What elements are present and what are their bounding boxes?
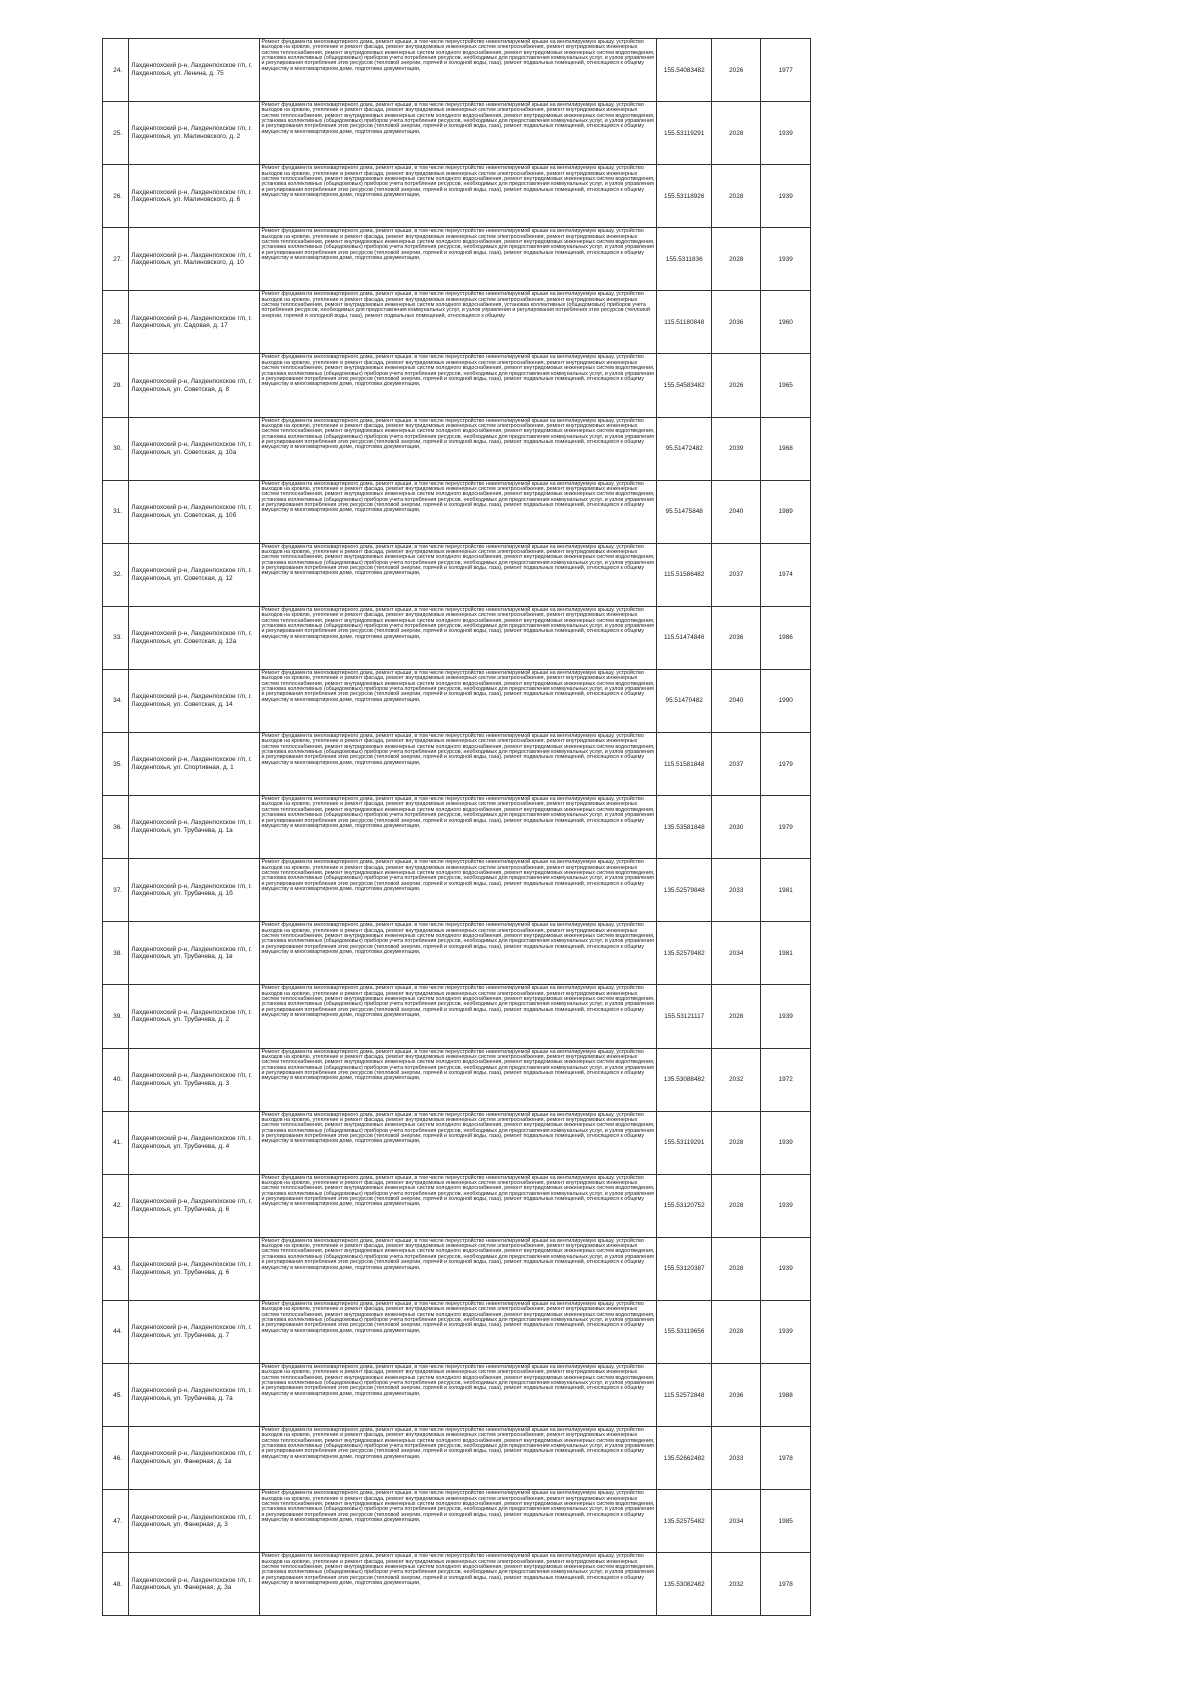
planned-year: 2026 <box>711 354 760 417</box>
repair-cost: 115.51586482 <box>657 543 712 606</box>
planned-year: 2030 <box>711 796 760 859</box>
row-number: 39. <box>103 985 129 1048</box>
house-address: Лахденпохский р-н, Лахденпохское г/п, г. Лахденпохья, ул. Малиновского, д. 2 <box>129 102 259 165</box>
planned-year: 2039 <box>711 417 760 480</box>
built-year: 1960 <box>761 291 811 354</box>
table-row <box>103 922 811 985</box>
row-number: 48. <box>103 1553 129 1616</box>
work-description: Ремонт фундамента многоквартирного дома, ремонт крыши, в том числе переустройство невентилируемой крыши на вентилируемую крышу, устройство выходов на кровлю, утепление и ремонт фасада, ремонт внутридомовых инженерных систем электроснабжения, ремонт внутридомовых инженерных систем теплоснабжения, ремонт внутридомовых инженерных систем холодного водоснабжения, ремонт внутридомовых инженерных систем водоотведения, установка коллективных (общедомовых) приборов учета потребления ресурсов, необходимых для предоставления коммунальных услуг, и узлов управления и регулирования потребления этих ресурсов (тепловой энергии, горячей и холодной воды, газа), ремонт подвальных помещений, относящихся к общему имуществу в многоквартирном доме, подготовка документации, <box>259 985 657 1048</box>
repair-cost: 155.53118926 <box>657 165 712 228</box>
built-year: 1939 <box>761 228 811 291</box>
row-number: 32. <box>103 543 129 606</box>
house-address: Лахденпохский р-н, Лахденпохское г/п, г. Лахденпохья, ул. Трубачева, д. 1а <box>129 796 259 859</box>
planned-year: 2026 <box>711 39 760 102</box>
row-number: 31. <box>103 480 129 543</box>
table-row <box>103 733 811 796</box>
work-description: Ремонт фундамента многоквартирного дома, ремонт крыши, в том числе переустройство невентилируемой крыши на вентилируемую крышу, устройство выходов на кровлю, утепление и ремонт фасада, ремонт внутридомовых инженерных систем электроснабжения, ремонт внутридомовых инженерных систем теплоснабжения, ремонт внутридомовых инженерных систем холодного водоснабжения, ремонт внутридомовых инженерных систем водоотведения, установка коллективных (общедомовых) приборов учета потребления ресурсов, необходимых для предоставления коммунальных услуг, и узлов управления и регулирования потребления этих ресурсов (тепловой энергии, горячей и холодной воды, газа), ремонт подвальных помещений, относящихся к общему имуществу в многоквартирном доме, подготовка документации, <box>259 480 657 543</box>
house-address: Лахденпохский р-н, Лахденпохское г/п, г. Лахденпохья, ул. Фанерная, д. 3а <box>129 1553 259 1616</box>
row-number: 44. <box>103 1300 129 1363</box>
house-address: Лахденпохский р-н, Лахденпохское г/п, г. Лахденпохья, ул. Советская, д. 10б <box>129 480 259 543</box>
repair-cost: 155.54583482 <box>657 354 712 417</box>
repair-cost: 135.53088482 <box>657 1048 712 1111</box>
row-number: 45. <box>103 1363 129 1426</box>
row-number: 33. <box>103 606 129 669</box>
work-description: Ремонт фундамента многоквартирного дома, ремонт крыши, в том числе переустройство невентилируемой крыши на вентилируемую крышу, устройство выходов на кровлю, утепление и ремонт фасада, ремонт внутридомовых инженерных систем электроснабжения, ремонт внутридомовых инженерных систем теплоснабжения, ремонт внутридомовых инженерных систем холодного водоснабжения, ремонт внутридомовых инженерных систем водоотведения, установка коллективных (общедомовых) приборов учета потребления ресурсов, необходимых для предоставления коммунальных услуг, и узлов управления и регулирования потребления этих ресурсов (тепловой энергии, горячей и холодной воды, газа), ремонт подвальных помещений, относящихся к общему имуществу в многоквартирном доме, подготовка документации, <box>259 228 657 291</box>
built-year: 1939 <box>761 165 811 228</box>
work-description: Ремонт фундамента многоквартирного дома, ремонт крыши, в том числе переустройство невентилируемой крыши на вентилируемую крышу, устройство выходов на кровлю, утепление и ремонт фасада, ремонт внутридомовых инженерных систем электроснабжения, ремонт внутридомовых инженерных систем теплоснабжения, ремонт внутридомовых инженерных систем холодного водоснабжения, ремонт внутридомовых инженерных систем водоотведения, установка коллективных (общедомовых) приборов учета потребления ресурсов, необходимых для предоставления коммунальных услуг, и узлов управления и регулирования потребления этих ресурсов (тепловой энергии, горячей и холодной воды, газа), ремонт подвальных помещений, относящихся к общему имуществу в многоквартирном доме, подготовка документации, <box>259 1111 657 1174</box>
repair-cost: 115.51474846 <box>657 606 712 669</box>
built-year: 1978 <box>761 1427 811 1490</box>
built-year: 1972 <box>761 1048 811 1111</box>
work-description: Ремонт фундамента многоквартирного дома, ремонт крыши, в том числе переустройство невентилируемой крыши на вентилируемую крышу, устройство выходов на кровлю, утепление и ремонт фасада, ремонт внутридомовых инженерных систем электроснабжения, ремонт внутридомовых инженерных систем теплоснабжения, ремонт внутридомовых инженерных систем холодного водоснабжения, ремонт внутридомовых инженерных систем водоотведения, установка коллективных (общедомовых) приборов учета потребления ресурсов, необходимых для предоставления коммунальных услуг, и узлов управления и регулирования потребления этих ресурсов (тепловой энергии, горячей и холодной воды, газа), ремонт подвальных помещений, относящихся к общему имуществу в многоквартирном доме, подготовка документации, <box>259 669 657 732</box>
repair-cost: 155.53120752 <box>657 1174 712 1237</box>
built-year: 1968 <box>761 417 811 480</box>
work-description: Ремонт фундамента многоквартирного дома, ремонт крыши, в том числе переустройство невентилируемой крыши на вентилируемую крышу, устройство выходов на кровлю, утепление и ремонт фасада, ремонт внутридомовых инженерных систем электроснабжения, ремонт внутридомовых инженерных систем теплоснабжения, ремонт внутридомовых инженерных систем холодного водоснабжения, ремонт внутридомовых инженерных систем водоотведения, установка коллективных (общедомовых) приборов учета потребления ресурсов, необходимых для предоставления коммунальных услуг, и узлов управления и регулирования потребления этих ресурсов (тепловой энергии, горячей и холодной воды, газа), ремонт подвальных помещений, относящихся к общему имуществу в многоквартирном доме, подготовка документации, <box>259 1048 657 1111</box>
house-address: Лахденпохский р-н, Лахденпохское г/п, г. Лахденпохья, ул. Фанерная, д. 3 <box>129 1490 259 1553</box>
row-number: 30. <box>103 417 129 480</box>
repair-cost: 155.54083482 <box>657 39 712 102</box>
row-number: 28. <box>103 291 129 354</box>
table-row <box>103 1363 811 1426</box>
house-address: Лахденпохский р-н, Лахденпохское г/п, г. Лахденпохья, ул. Фанерная, д. 1а <box>129 1427 259 1490</box>
house-address: Лахденпохский р-н, Лахденпохское г/п, г. Лахденпохья, ул. Трубачева, д. 4 <box>129 1111 259 1174</box>
work-description: Ремонт фундамента многоквартирного дома, ремонт крыши, в том числе переустройство невентилируемой крыши на вентилируемую крышу, устройство выходов на кровлю, утепление и ремонт фасада, ремонт внутридомовых инженерных систем электроснабжения, ремонт внутридомовых инженерных систем теплоснабжения, ремонт внутридомовых инженерных систем холодного водоснабжения, ремонт внутридомовых инженерных систем водоотведения, установка коллективных (общедомовых) приборов учета потребления ресурсов, необходимых для предоставления коммунальных услуг, и узлов управления и регулирования потребления этих ресурсов (тепловой энергии, горячей и холодной воды, газа), ремонт подвальных помещений, относящихся к общему имуществу в многоквартирном доме, подготовка документации, <box>259 1427 657 1490</box>
house-address: Лахденпохский р-н, Лахденпохское г/п, г. Лахденпохья, ул. Советская, д. 14 <box>129 669 259 732</box>
row-number: 46. <box>103 1427 129 1490</box>
row-number: 42. <box>103 1174 129 1237</box>
repair-cost: 115.51180848 <box>657 291 712 354</box>
house-address: Лахденпохский р-н, Лахденпохское г/п, г. Лахденпохья, ул. Трубачева, д. 6 <box>129 1237 259 1300</box>
work-description: Ремонт фундамента многоквартирного дома, ремонт крыши, в том числе переустройство невентилируемой крыши на вентилируемую крышу, устройство выходов на кровлю, утепление и ремонт фасада, ремонт внутридомовых инженерных систем электроснабжения, ремонт внутридомовых инженерных систем теплоснабжения, ремонт внутридомовых инженерных систем холодного водоснабжения, ремонт внутридомовых инженерных систем водоотведения, установка коллективных (общедомовых) приборов учета потребления ресурсов, необходимых для предоставления коммунальных услуг, и узлов управления и регулирования потребления этих ресурсов (тепловой энергии, горячей и холодной воды, газа), ремонт подвальных помещений, относящихся к общему имуществу в многоквартирном доме, подготовка документации, <box>259 1237 657 1300</box>
repair-cost: 115.51581848 <box>657 733 712 796</box>
repair-cost: 135.52579482 <box>657 922 712 985</box>
work-description: Ремонт фундамента многоквартирного дома, ремонт крыши, в том числе переустройство невентилируемой крыши на вентилируемую крышу, устройство выходов на кровлю, утепление и ремонт фасада, ремонт внутридомовых инженерных систем электроснабжения, ремонт внутридомовых инженерных систем теплоснабжения, ремонт внутридомовых инженерных систем холодного водоснабжения, ремонт внутридомовых инженерных систем водоотведения, установка коллективных (общедомовых) приборов учета потребления ресурсов, необходимых для предоставления коммунальных услуг, и узлов управления и регулирования потребления этих ресурсов (тепловой энергии, горячей и холодной воды, газа), ремонт подвальных помещений, относящихся к общему имуществу в многоквартирном доме, подготовка документации, <box>259 543 657 606</box>
table-row <box>103 102 811 165</box>
table-row <box>103 669 811 732</box>
table-row <box>103 228 811 291</box>
planned-year: 2033 <box>711 859 760 922</box>
planned-year: 2028 <box>711 1300 760 1363</box>
house-address: Лахденпохский р-н, Лахденпохское г/п, г. Лахденпохья, ул. Малиновского, д. 10 <box>129 228 259 291</box>
planned-year: 2034 <box>711 922 760 985</box>
built-year: 1990 <box>761 669 811 732</box>
table-row <box>103 1237 811 1300</box>
repair-cost: 155.5311836 <box>657 228 712 291</box>
work-description: Ремонт фундамента многоквартирного дома, ремонт крыши, в том числе переустройство невентилируемой крыши на вентилируемую крышу, устройство выходов на кровлю, утепление и ремонт фасада, ремонт внутридомовых инженерных систем электроснабжения, ремонт внутридомовых инженерных систем теплоснабжения, ремонт внутридомовых инженерных систем холодного водоснабжения, ремонт внутридомовых инженерных систем водоотведения, установка коллективных (общедомовых) приборов учета потребления ресурсов, необходимых для предоставления коммунальных услуг, и узлов управления и регулирования потребления этих ресурсов (тепловой энергии, горячей и холодной воды, газа), ремонт подвальных помещений, относящихся к общему имуществу в многоквартирном доме, подготовка документации, <box>259 733 657 796</box>
repair-cost: 135.53082482 <box>657 1553 712 1616</box>
house-address: Лахденпохский р-н, Лахденпохское г/п, г. Лахденпохья, ул. Ленина, д. 75 <box>129 39 259 102</box>
planned-year: 2036 <box>711 1363 760 1426</box>
built-year: 1989 <box>761 480 811 543</box>
repair-cost: 155.53120387 <box>657 1237 712 1300</box>
row-number: 26. <box>103 165 129 228</box>
row-number: 29. <box>103 354 129 417</box>
repair-cost: 95.51470482 <box>657 669 712 732</box>
planned-year: 2028 <box>711 102 760 165</box>
capital-repair-table <box>102 38 811 1616</box>
work-description: Ремонт фундамента многоквартирного дома, ремонт крыши, в том числе переустройство невентилируемой крыши на вентилируемую крышу, устройство выходов на кровлю, утепление и ремонт фасада, ремонт внутридомовых инженерных систем электроснабжения, ремонт внутридомовых инженерных систем теплоснабжения, ремонт внутридомовых инженерных систем холодного водоснабжения, ремонт внутридомовых инженерных систем водоотведения, установка коллективных (общедомовых) приборов учета потребления ресурсов, необходимых для предоставления коммунальных услуг, и узлов управления и регулирования потребления этих ресурсов (тепловой энергии, горячей и холодной воды, газа), ремонт подвальных помещений, относящихся к общему имуществу в многоквартирном доме, подготовка документации, <box>259 922 657 985</box>
built-year: 1939 <box>761 102 811 165</box>
built-year: 1939 <box>761 985 811 1048</box>
work-description: Ремонт фундамента многоквартирного дома, ремонт крыши, в том числе переустройство невентилируемой крыши на вентилируемую крышу, устройство выходов на кровлю, утепление и ремонт фасада, ремонт внутридомовых инженерных систем электроснабжения, ремонт внутридомовых инженерных систем теплоснабжения, ремонт внутридомовых инженерных систем холодного водоснабжения, ремонт внутридомовых инженерных систем водоотведения, установка коллективных (общедомовых) приборов учета потребления ресурсов, необходимых для предоставления коммунальных услуг, и узлов управления и регулирования потребления этих ресурсов (тепловой энергии, горячей и холодной воды, газа), ремонт подвальных помещений, относящихся к общему имуществу в многоквартирном доме, подготовка документации, <box>259 1553 657 1616</box>
row-number: 41. <box>103 1111 129 1174</box>
planned-year: 2032 <box>711 1553 760 1616</box>
row-number: 47. <box>103 1490 129 1553</box>
table-row <box>103 1111 811 1174</box>
row-number: 24. <box>103 39 129 102</box>
table-row <box>103 606 811 669</box>
repair-cost: 155.53119291 <box>657 1111 712 1174</box>
built-year: 1939 <box>761 1237 811 1300</box>
row-number: 34. <box>103 669 129 732</box>
table-row <box>103 859 811 922</box>
work-description: Ремонт фундамента многоквартирного дома, ремонт крыши, в том числе переустройство невентилируемой крыши на вентилируемую крышу, устройство выходов на кровлю, утепление и ремонт фасада, ремонт внутридомовых инженерных систем электроснабжения, ремонт внутридомовых инженерных систем теплоснабжения, ремонт внутридомовых инженерных систем холодного водоснабжения, ремонт внутридомовых инженерных систем водоотведения, установка коллективных (общедомовых) приборов учета потребления ресурсов, необходимых для предоставления коммунальных услуг, и узлов управления и регулирования потребления этих ресурсов (тепловой энергии, горячей и холодной воды, газа), ремонт подвальных помещений, относящихся к общему имуществу в многоквартирном доме, подготовка документации, <box>259 1363 657 1426</box>
table-row <box>103 165 811 228</box>
row-number: 25. <box>103 102 129 165</box>
house-address: Лахденпохский р-н, Лахденпохское г/п, г. Лахденпохья, ул. Советская, д. 8 <box>129 354 259 417</box>
table-row <box>103 1490 811 1553</box>
planned-year: 2037 <box>711 733 760 796</box>
house-address: Лахденпохский р-н, Лахденпохское г/п, г. Лахденпохья, ул. Советская, д. 12 <box>129 543 259 606</box>
row-number: 35. <box>103 733 129 796</box>
planned-year: 2040 <box>711 669 760 732</box>
built-year: 1939 <box>761 1174 811 1237</box>
work-description: Ремонт фундамента многоквартирного дома, ремонт крыши, в том числе переустройство невентилируемой крыши на вентилируемую крышу, устройство выходов на кровлю, утепление и ремонт фасада, ремонт внутридомовых инженерных систем электроснабжения, ремонт внутридомовых инженерных систем теплоснабжения, ремонт внутридомовых инженерных систем холодного водоснабжения, ремонт внутридомовых инженерных систем водоотведения, установка коллективных (общедомовых) приборов учета потребления ресурсов, необходимых для предоставления коммунальных услуг, и узлов управления и регулирования потребления этих ресурсов (тепловой энергии, горячей и холодной воды, газа), ремонт подвальных помещений, относящихся к общему имуществу в многоквартирном доме, подготовка документации, <box>259 859 657 922</box>
repair-cost: 155.53119656 <box>657 1300 712 1363</box>
repair-cost: 135.52579848 <box>657 859 712 922</box>
work-description: Ремонт фундамента многоквартирного дома, ремонт крыши, в том числе переустройство невентилируемой крыши на вентилируемую крышу, устройство выходов на кровлю, утепление и ремонт фасада, ремонт внутридомовых инженерных систем электроснабжения, ремонт внутридомовых инженерных систем теплоснабжения, ремонт внутридомовых инженерных систем холодного водоснабжения, ремонт внутридомовых инженерных систем водоотведения, установка коллективных (общедомовых) приборов учета потребления ресурсов, необходимых для предоставления коммунальных услуг, и узлов управления и регулирования потребления этих ресурсов (тепловой энергии, горячей и холодной воды, газа), ремонт подвальных помещений, относящихся к общему имуществу в многоквартирном доме, подготовка документации, <box>259 165 657 228</box>
built-year: 1981 <box>761 859 811 922</box>
house-address: Лахденпохский р-н, Лахденпохское г/п, г. Лахденпохья, ул. Трубачева, д. 6 <box>129 1174 259 1237</box>
repair-cost: 155.53119291 <box>657 102 712 165</box>
row-number: 37. <box>103 859 129 922</box>
built-year: 1986 <box>761 606 811 669</box>
table-row <box>103 1174 811 1237</box>
built-year: 1981 <box>761 922 811 985</box>
repair-cost: 135.52662482 <box>657 1427 712 1490</box>
table-row <box>103 480 811 543</box>
planned-year: 2036 <box>711 606 760 669</box>
repair-cost: 135.52575482 <box>657 1490 712 1553</box>
table-row <box>103 291 811 354</box>
repair-cost: 115.52572848 <box>657 1363 712 1426</box>
repair-cost: 95.51475848 <box>657 480 712 543</box>
planned-year: 2028 <box>711 228 760 291</box>
built-year: 1939 <box>761 1111 811 1174</box>
work-description: Ремонт фундамента многоквартирного дома, ремонт крыши, в том числе переустройство невентилируемой крыши на вентилируемую крышу, устройство выходов на кровлю, утепление и ремонт фасада, ремонт внутридомовых инженерных систем электроснабжения, ремонт внутридомовых инженерных систем теплоснабжения, ремонт внутридомовых инженерных систем холодного водоснабжения, установка коллективных (общедомовых) приборов учета потребления ресурсов, необходимых для предоставления коммунальных услуг, и узлов управления и регулирования потребления этих ресурсов (тепловой энергии, горячей и холодной воды, газа), ремонт подвальных помещений, относящихся к общему <box>259 291 657 354</box>
table-row <box>103 1048 811 1111</box>
house-address: Лахденпохский р-н, Лахденпохское г/п, г. Лахденпохья, ул. Малиновского, д. 6 <box>129 165 259 228</box>
built-year: 1965 <box>761 354 811 417</box>
row-number: 27. <box>103 228 129 291</box>
work-description: Ремонт фундамента многоквартирного дома, ремонт крыши, в том числе переустройство невентилируемой крыши на вентилируемую крышу, устройство выходов на кровлю, утепление и ремонт фасада, ремонт внутридомовых инженерных систем электроснабжения, ремонт внутридомовых инженерных систем теплоснабжения, ремонт внутридомовых инженерных систем холодного водоснабжения, ремонт внутридомовых инженерных систем водоотведения, установка коллективных (общедомовых) приборов учета потребления ресурсов, необходимых для предоставления коммунальных услуг, и узлов управления и регулирования потребления этих ресурсов (тепловой энергии, горячей и холодной воды, газа), ремонт подвальных помещений, относящихся к общему имуществу в многоквартирном доме, подготовка документации, <box>259 102 657 165</box>
built-year: 1977 <box>761 39 811 102</box>
planned-year: 2040 <box>711 480 760 543</box>
built-year: 1985 <box>761 1490 811 1553</box>
planned-year: 2034 <box>711 1490 760 1553</box>
built-year: 1979 <box>761 796 811 859</box>
work-description: Ремонт фундамента многоквартирного дома, ремонт крыши, в том числе переустройство невентилируемой крыши на вентилируемую крышу, устройство выходов на кровлю, утепление и ремонт фасада, ремонт внутридомовых инженерных систем электроснабжения, ремонт внутридомовых инженерных систем теплоснабжения, ремонт внутридомовых инженерных систем холодного водоснабжения, ремонт внутридомовых инженерных систем водоотведения, установка коллективных (общедомовых) приборов учета потребления ресурсов, необходимых для предоставления коммунальных услуг, и узлов управления и регулирования потребления этих ресурсов (тепловой энергии, горячей и холодной воды, газа), ремонт подвальных помещений, относящихся к общему имуществу в многоквартирном доме, подготовка документации, <box>259 1174 657 1237</box>
work-description: Ремонт фундамента многоквартирного дома, ремонт крыши, в том числе переустройство невентилируемой крыши на вентилируемую крышу, устройство выходов на кровлю, утепление и ремонт фасада, ремонт внутридомовых инженерных систем электроснабжения, ремонт внутридомовых инженерных систем теплоснабжения, ремонт внутридомовых инженерных систем холодного водоснабжения, ремонт внутридомовых инженерных систем водоотведения, установка коллективных (общедомовых) приборов учета потребления ресурсов, необходимых для предоставления коммунальных услуг, и узлов управления и регулирования потребления этих ресурсов (тепловой энергии, горячей и холодной воды, газа), ремонт подвальных помещений, относящихся к общему имуществу в многоквартирном доме, подготовка документации, <box>259 354 657 417</box>
work-description: Ремонт фундамента многоквартирного дома, ремонт крыши, в том числе переустройство невентилируемой крыши на вентилируемую крышу, устройство выходов на кровлю, утепление и ремонт фасада, ремонт внутридомовых инженерных систем электроснабжения, ремонт внутридомовых инженерных систем теплоснабжения, ремонт внутридомовых инженерных систем холодного водоснабжения, ремонт внутридомовых инженерных систем водоотведения, установка коллективных (общедомовых) приборов учета потребления ресурсов, необходимых для предоставления коммунальных услуг, и узлов управления и регулирования потребления этих ресурсов (тепловой энергии, горячей и холодной воды, газа), ремонт подвальных помещений, относящихся к общему имуществу в многоквартирном доме, подготовка документации, <box>259 606 657 669</box>
house-address: Лахденпохский р-н, Лахденпохское г/п, г. Лахденпохья, ул. Трубачева, д. 1в <box>129 922 259 985</box>
planned-year: 2028 <box>711 985 760 1048</box>
house-address: Лахденпохский р-н, Лахденпохское г/п, г. Лахденпохья, ул. Советская, д. 10а <box>129 417 259 480</box>
table-row <box>103 417 811 480</box>
house-address: Лахденпохский р-н, Лахденпохское г/п, г. Лахденпохья, ул. Трубачева, д. 7а <box>129 1363 259 1426</box>
planned-year: 2037 <box>711 543 760 606</box>
planned-year: 2028 <box>711 1174 760 1237</box>
house-address: Лахденпохский р-н, Лахденпохское г/п, г. Лахденпохья, ул. Садовая, д. 17 <box>129 291 259 354</box>
table-row <box>103 1300 811 1363</box>
table-row <box>103 354 811 417</box>
planned-year: 2028 <box>711 1237 760 1300</box>
work-description: Ремонт фундамента многоквартирного дома, ремонт крыши, в том числе переустройство невентилируемой крыши на вентилируемую крышу, устройство выходов на кровлю, утепление и ремонт фасада, ремонт внутридомовых инженерных систем электроснабжения, ремонт внутридомовых инженерных систем теплоснабжения, ремонт внутридомовых инженерных систем холодного водоснабжения, ремонт внутридомовых инженерных систем водоотведения, установка коллективных (общедомовых) приборов учета потребления ресурсов, необходимых для предоставления коммунальных услуг, и узлов управления и регулирования потребления этих ресурсов (тепловой энергии, горячей и холодной воды, газа), ремонт подвальных помещений, относящихся к общему имуществу в многоквартирном доме, подготовка документации, <box>259 796 657 859</box>
repair-cost: 95.51472482 <box>657 417 712 480</box>
row-number: 43. <box>103 1237 129 1300</box>
built-year: 1979 <box>761 733 811 796</box>
table-row <box>103 985 811 1048</box>
house-address: Лахденпохский р-н, Лахденпохское г/п, г. Лахденпохья, ул. Спортивная, д. 1 <box>129 733 259 796</box>
built-year: 1988 <box>761 1363 811 1426</box>
house-address: Лахденпохский р-н, Лахденпохское г/п, г. Лахденпохья, ул. Трубачева, д. 2 <box>129 985 259 1048</box>
planned-year: 2033 <box>711 1427 760 1490</box>
planned-year: 2028 <box>711 1111 760 1174</box>
planned-year: 2036 <box>711 291 760 354</box>
work-description: Ремонт фундамента многоквартирного дома, ремонт крыши, в том числе переустройство невентилируемой крыши на вентилируемую крышу, устройство выходов на кровлю, утепление и ремонт фасада, ремонт внутридомовых инженерных систем электроснабжения, ремонт внутридомовых инженерных систем теплоснабжения, ремонт внутридомовых инженерных систем холодного водоснабжения, ремонт внутридомовых инженерных систем водоотведения, установка коллективных (общедомовых) приборов учета потребления ресурсов, необходимых для предоставления коммунальных услуг, и узлов управления и регулирования потребления этих ресурсов (тепловой энергии, горячей и холодной воды, газа), ремонт подвальных помещений, относящихся к общему имуществу в многоквартирном доме, подготовка документации, <box>259 39 657 102</box>
planned-year: 2032 <box>711 1048 760 1111</box>
table-row <box>103 39 811 102</box>
house-address: Лахденпохский р-н, Лахденпохское г/п, г. Лахденпохья, ул. Трубачева, д. 7 <box>129 1300 259 1363</box>
table-row <box>103 1427 811 1490</box>
row-number: 38. <box>103 922 129 985</box>
repair-cost: 155.53121117 <box>657 985 712 1048</box>
work-description: Ремонт фундамента многоквартирного дома, ремонт крыши, в том числе переустройство невентилируемой крыши на вентилируемую крышу, устройство выходов на кровлю, утепление и ремонт фасада, ремонт внутридомовых инженерных систем электроснабжения, ремонт внутридомовых инженерных систем теплоснабжения, ремонт внутридомовых инженерных систем холодного водоснабжения, ремонт внутридомовых инженерных систем водоотведения, установка коллективных (общедомовых) приборов учета потребления ресурсов, необходимых для предоставления коммунальных услуг, и узлов управления и регулирования потребления этих ресурсов (тепловой энергии, горячей и холодной воды, газа), ремонт подвальных помещений, относящихся к общему имуществу в многоквартирном доме, подготовка документации, <box>259 417 657 480</box>
table-row <box>103 796 811 859</box>
house-address: Лахденпохский р-н, Лахденпохское г/п, г. Лахденпохья, ул. Трубачева, д. 3 <box>129 1048 259 1111</box>
table-row <box>103 543 811 606</box>
row-number: 36. <box>103 796 129 859</box>
built-year: 1978 <box>761 1553 811 1616</box>
repair-cost: 135.53581848 <box>657 796 712 859</box>
table-body <box>103 39 811 1616</box>
row-number: 40. <box>103 1048 129 1111</box>
built-year: 1974 <box>761 543 811 606</box>
work-description: Ремонт фундамента многоквартирного дома, ремонт крыши, в том числе переустройство невентилируемой крыши на вентилируемую крышу, устройство выходов на кровлю, утепление и ремонт фасада, ремонт внутридомовых инженерных систем электроснабжения, ремонт внутридомовых инженерных систем теплоснабжения, ремонт внутридомовых инженерных систем холодного водоснабжения, ремонт внутридомовых инженерных систем водоотведения, установка коллективных (общедомовых) приборов учета потребления ресурсов, необходимых для предоставления коммунальных услуг, и узлов управления и регулирования потребления этих ресурсов (тепловой энергии, горячей и холодной воды, газа), ремонт подвальных помещений, относящихся к общему имуществу в многоквартирном доме, подготовка документации, <box>259 1300 657 1363</box>
planned-year: 2028 <box>711 165 760 228</box>
work-description: Ремонт фундамента многоквартирного дома, ремонт крыши, в том числе переустройство невентилируемой крыши на вентилируемую крышу, устройство выходов на кровлю, утепление и ремонт фасада, ремонт внутридомовых инженерных систем электроснабжения, ремонт внутридомовых инженерных систем теплоснабжения, ремонт внутридомовых инженерных систем холодного водоснабжения, ремонт внутридомовых инженерных систем водоотведения, установка коллективных (общедомовых) приборов учета потребления ресурсов, необходимых для предоставления коммунальных услуг, и узлов управления и регулирования потребления этих ресурсов (тепловой энергии, горячей и холодной воды, газа), ремонт подвальных помещений, относящихся к общему имуществу в многоквартирном доме, подготовка документации, <box>259 1490 657 1553</box>
house-address: Лахденпохский р-н, Лахденпохское г/п, г. Лахденпохья, ул. Трубачева, д. 1б <box>129 859 259 922</box>
table-row <box>103 1553 811 1616</box>
built-year: 1939 <box>761 1300 811 1363</box>
house-address: Лахденпохский р-н, Лахденпохское г/п, г. Лахденпохья, ул. Советская, д. 12а <box>129 606 259 669</box>
